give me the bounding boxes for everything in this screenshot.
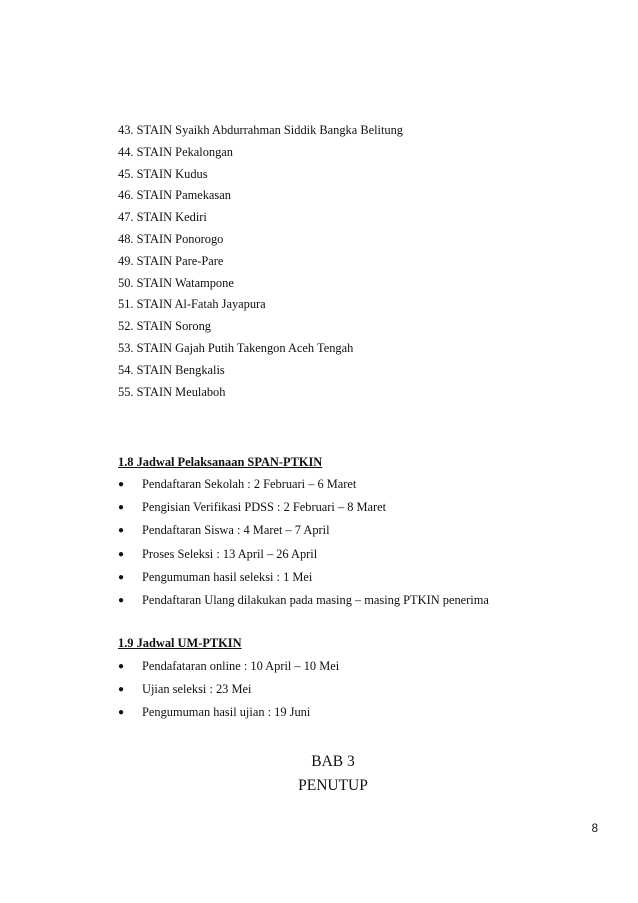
section-heading-um-ptkin: 1.9 Jadwal UM-PTKIN xyxy=(118,636,242,650)
bullet-text: Pengumuman hasil seleksi : 1 Mei xyxy=(142,569,313,584)
list-item: 49. STAIN Pare-Pare xyxy=(118,253,224,268)
bullet-text: Pengumuman hasil ujian : 19 Juni xyxy=(142,705,311,720)
list-item: 45. STAIN Kudus xyxy=(118,166,208,181)
bullet-text: Pendaftaran Sekolah : 2 Februari – 6 Maret xyxy=(142,477,357,491)
um-ptkin-schedule-list xyxy=(118,658,339,728)
list-item: 44. STAIN Pekalongan xyxy=(118,144,233,159)
list-item: 54. STAIN Bengkalis xyxy=(118,362,225,377)
list-item: 53. STAIN Gajah Putih Takengon Aceh Tengah xyxy=(118,340,354,355)
list-item: 51. STAIN Al-Fatah Jayapura xyxy=(118,297,266,312)
bullet-icon: ● xyxy=(118,525,125,537)
list-item: 52. STAIN Sorong xyxy=(118,319,211,334)
bullet-icon: ● xyxy=(118,661,125,672)
bullet-item xyxy=(118,476,489,499)
institution-list xyxy=(118,122,403,405)
chapter-title: PENUTUP xyxy=(298,777,368,794)
page-number: 8 xyxy=(591,823,598,835)
list-item: 48. STAIN Ponorogo xyxy=(118,231,224,246)
bullet-text: Pendaftaran Ulang dilakukan pada masing – masing PTKIN penerima xyxy=(142,592,489,607)
list-item: 46. STAIN Pamekasan xyxy=(118,188,231,203)
span-ptkin-schedule-list xyxy=(118,476,489,615)
bullet-item xyxy=(118,569,489,592)
bullet-icon: ● xyxy=(118,502,125,514)
bullet-text: Ujian seleksi : 23 Mei xyxy=(142,682,252,697)
bullet-text: Proses Seleksi : 13 April – 26 April xyxy=(142,546,318,561)
bullet-icon: ● xyxy=(118,571,125,583)
bullet-item xyxy=(118,592,489,615)
bullet-icon: ● xyxy=(118,594,125,606)
bullet-icon: ● xyxy=(118,707,125,719)
section-heading-span-ptkin: 1.8 Jadwal Pelaksanaan SPAN-PTKIN xyxy=(118,455,323,469)
bullet-item xyxy=(118,522,489,545)
bullet-icon: ● xyxy=(118,548,125,560)
bullet-item xyxy=(118,546,489,569)
bullet-icon: ● xyxy=(118,479,125,490)
bullet-item xyxy=(118,658,339,681)
list-item: 47. STAIN Kediri xyxy=(118,210,207,225)
bullet-text: Pendaftaran Siswa : 4 Maret – 7 April xyxy=(142,523,330,538)
chapter-number: BAB 3 xyxy=(311,753,355,770)
bullet-item xyxy=(118,704,339,727)
list-item: 55. STAIN Meulaboh xyxy=(118,384,226,399)
list-item: 43. STAIN Syaikh Abdurrahman Siddik Bangka Belitung xyxy=(118,123,404,137)
list-item: 50. STAIN Watampone xyxy=(118,275,234,290)
bullet-icon: ● xyxy=(118,684,125,696)
bullet-text: Pendafataran online : 10 April – 10 Mei xyxy=(142,659,340,673)
bullet-item xyxy=(118,681,339,704)
bullet-item xyxy=(118,499,489,522)
bullet-text: Pengisian Verifikasi PDSS : 2 Februari – 8 Maret xyxy=(142,500,387,515)
